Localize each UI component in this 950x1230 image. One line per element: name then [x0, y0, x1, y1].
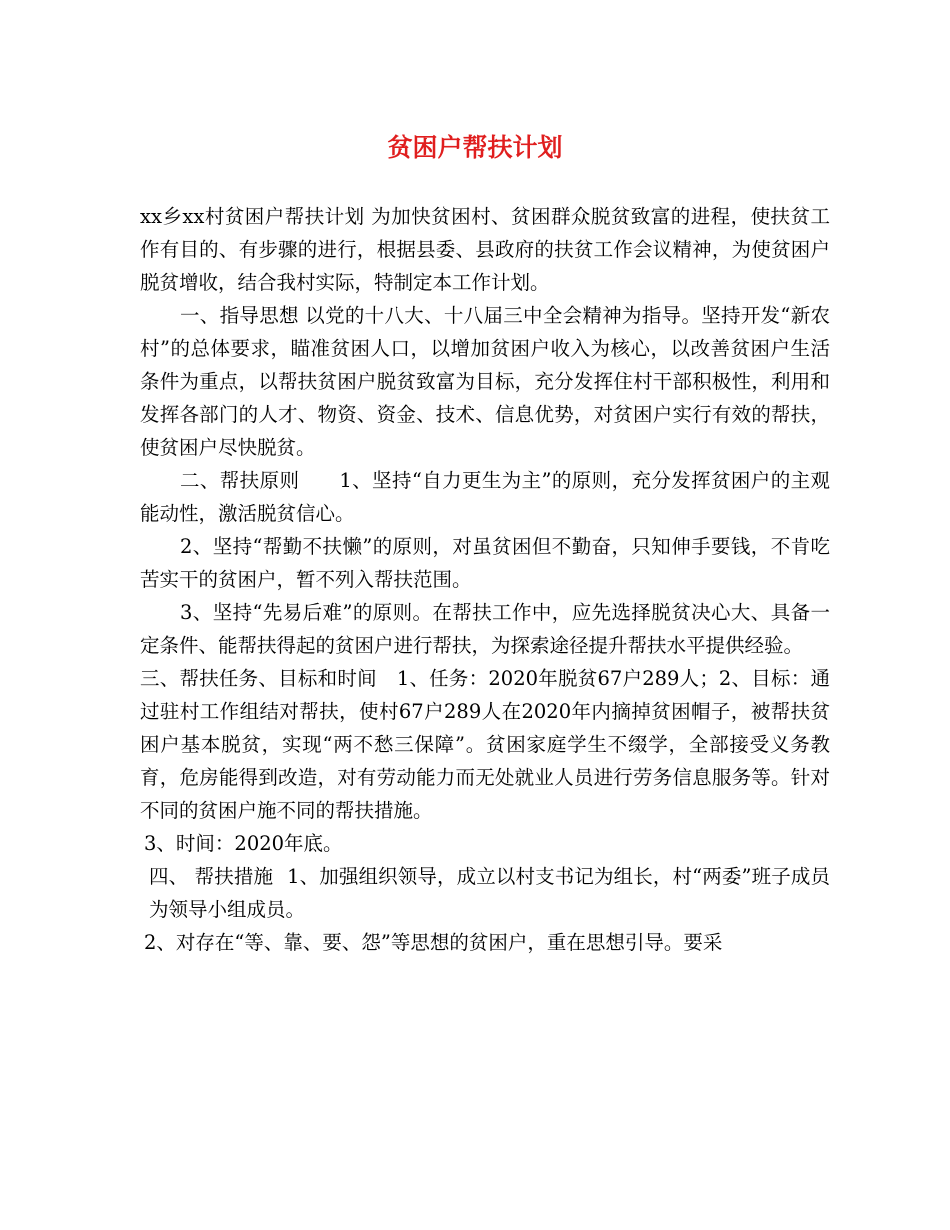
- paragraph-guiding-thought: 一、指导思想 以党的十八大、十八届三中全会精神为指导。坚持开发“新农村”的总体要求，瞄准贫困人口，以增加贫困户收入为核心，以改善贫困户生活条件为重点，以帮扶贫困户脱贫致富为目标，充分发挥住村干部积极性，利用和发挥各部门的人才、物资、资金、技术、信息优势，对贫困户实行有效的帮扶，使贫困户尽快脱贫。: [140, 304, 830, 459]
- paragraph-principles: [140, 464, 830, 530]
- principle-1-text: 1、坚持“自力更生为主”的原则，充分发挥贫困户的主观能动性，激活脱贫信心。: [140, 469, 830, 525]
- paragraph-intro: xx乡xx村贫困户帮扶计划 为加快贫困村、贫困群众脱贫致富的进程，使扶贫工作有目的、有步骤的进行，根据县委、县政府的扶贫工作会议精神，为使贫困户脱贫增收，结合我村实际，特制定本工作计划。: [140, 205, 830, 294]
- paragraph-tasks: [140, 662, 830, 827]
- measures-heading: 四、 帮扶措施: [149, 865, 274, 888]
- measures-text: 1、加强组织领导，成立以村支书记为组长，村“两委”班子成员为领导小组成员。: [149, 865, 830, 921]
- principles-heading: 二、帮扶原则: [180, 469, 300, 492]
- paragraph-principle-3: 3、坚持“先易后难”的原则。在帮扶工作中，应先选择脱贫决心大、具备一定条件、能帮扶得起的贫困户进行帮扶，为探索途径提升帮扶水平提供经验。: [140, 601, 830, 657]
- paragraph-principle-2: 2、坚持“帮勤不扶懒”的原则，对虽贫困但不勤奋，只知伸手要钱，不肯吃苦实干的贫困户，暂不列入帮扶范围。: [140, 535, 830, 591]
- document-body: [140, 200, 830, 959]
- paragraph-measure-2: 2、对存在“等、靠、要、怨”等思想的贫困户，重在思想引导。要采: [144, 931, 723, 954]
- tasks-text: 1、任务：2020年脱贫67户289人；2、目标：通过驻村工作组结对帮扶，使村67户289人在2020年内摘掉贫困帽子，被帮扶贫困户基本脱贫，实现“两不愁三保障”。贫困家庭学生不缀学，全部接受义务教育，危房能得到改造，对有劳动能力而无处就业人员进行劳务信息服务等。针对不同的贫困户施不同的帮扶措施。: [140, 667, 830, 822]
- paragraph-measures: [140, 860, 830, 926]
- tasks-heading: 三、帮扶任务、目标和时间: [140, 667, 377, 690]
- document-title: 贫困户帮扶计划: [387, 133, 563, 162]
- paragraph-time: 3、时间：2020年底。: [144, 832, 343, 855]
